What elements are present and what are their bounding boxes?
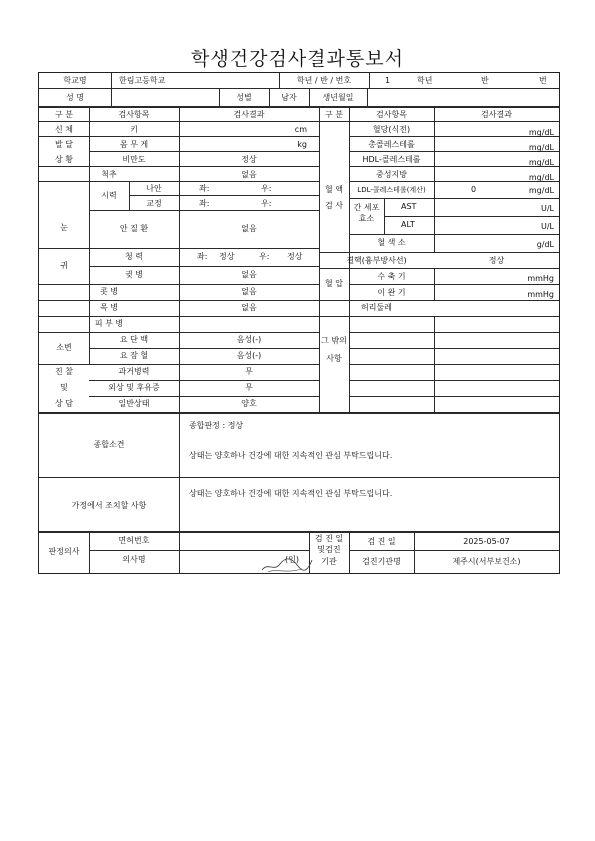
naked-left-label: 좌: — [199, 184, 210, 193]
sex-label: 성별 — [236, 93, 252, 102]
otitis-value: 없음 — [241, 270, 257, 279]
exam-date-value: 2025-05-07 — [463, 537, 510, 546]
corrected-right-label: 우: — [261, 199, 272, 208]
consult-category-2: 및 — [60, 383, 68, 392]
liver-label-1: 간 세포 — [353, 203, 380, 212]
blood-category-1: 혈 액 — [325, 185, 343, 194]
hemoglobin-unit: g/dL — [536, 240, 554, 249]
item-header: 검사항목 — [118, 110, 150, 119]
growth-category-2: 발 달 — [55, 140, 73, 149]
nose-value: 없음 — [241, 287, 257, 296]
obesity-value: 정상 — [241, 155, 257, 164]
cholesterol-unit: mg/dL — [528, 143, 554, 152]
home-action-label: 가정에서 조치할 사항 — [71, 501, 147, 510]
ast-label: AST — [401, 202, 417, 211]
exam-date-label: 검 진 일 — [367, 537, 396, 546]
injury-value: 무 — [245, 383, 253, 392]
name-label: 성 명 — [66, 93, 84, 102]
ast-unit: U/L — [540, 204, 554, 213]
eye-category: 눈 — [60, 223, 68, 232]
document-title: 학생건강검사결과통보서 — [0, 44, 595, 73]
health-report-form — [38, 72, 560, 574]
grade-unit: 학년 — [417, 76, 433, 85]
injury-label: 외상 및 후유증 — [108, 383, 160, 392]
hearing-right-label: 우: — [259, 252, 270, 261]
triglyceride-unit: mg/dL — [528, 173, 554, 182]
height-unit: cm — [294, 125, 307, 134]
other-category-1: 그 밖의 — [321, 336, 347, 345]
category-header: 구 분 — [55, 110, 73, 119]
urine-protein-value: 음성(-) — [236, 335, 262, 344]
throat-label: 목 병 — [100, 303, 118, 312]
grade-class-label: 학년 / 반 / 번호 — [296, 76, 352, 85]
corrected-left-label: 좌: — [199, 199, 210, 208]
eye-disease-value: 없음 — [241, 224, 257, 233]
vision-label: 시력 — [101, 191, 117, 200]
blood-category-2: 검 사 — [325, 201, 343, 210]
general-value: 양호 — [241, 399, 257, 408]
ear-category: 귀 — [60, 261, 68, 270]
weight-unit: kg — [297, 140, 307, 149]
urine-blood-label: 요 잠 혈 — [119, 351, 149, 360]
result-header-right: 검사결과 — [481, 110, 512, 119]
ldl-value: 0 — [471, 185, 477, 194]
general-label: 일반상태 — [118, 399, 150, 408]
other-category-2: 사항 — [326, 354, 342, 363]
systolic-unit: mmHg — [527, 274, 554, 283]
cholesterol-label: 총콜레스테롤 — [368, 140, 415, 149]
exam-label-1: 검 진 일 — [314, 534, 344, 543]
systolic-label: 수 축 기 — [377, 272, 406, 281]
alt-label: ALT — [401, 220, 415, 229]
eye-disease-label: 안 질 환 — [119, 224, 149, 233]
height-label: 키 — [130, 125, 138, 134]
exam-label-2: 및검진 — [317, 545, 341, 554]
hdl-label: HDL-콜레스테롤 — [362, 155, 421, 164]
triglyceride-label: 중성지방 — [376, 170, 407, 179]
category-header-right: 구 분 — [325, 110, 343, 119]
liver-label-2: 효소 — [358, 214, 375, 223]
tb-label: 결핵(흉부방사선) — [346, 256, 407, 265]
obesity-label: 비만도 — [122, 155, 146, 164]
seal-mark: (인) — [285, 555, 299, 564]
birth-label: 생년월일 — [322, 93, 354, 102]
nose-label: 콧 병 — [100, 287, 118, 296]
hdl-unit: mg/dL — [528, 158, 554, 167]
org-value: 제주시(서부보건소) — [452, 557, 521, 566]
consult-category-1: 진 찰 — [55, 367, 73, 376]
school-label: 학교명 — [63, 76, 87, 85]
hearing-label: 청 력 — [125, 252, 143, 261]
number-unit: 번 — [539, 76, 547, 85]
doctor-label: 판정의사 — [48, 547, 80, 556]
org-label: 검진기관명 — [362, 557, 401, 566]
doctor-signature — [258, 548, 314, 576]
diastolic-unit: mmHg — [527, 290, 554, 299]
corrected-vision-label: 교정 — [146, 199, 162, 208]
consult-category-3: 상 담 — [55, 399, 73, 408]
hearing-right-value: 정상 — [287, 252, 303, 261]
alt-unit: U/L — [540, 222, 554, 231]
result-header: 검사결과 — [233, 110, 265, 119]
glucose-unit: mg/dL — [528, 128, 554, 137]
doctor-name-label: 의사명 — [122, 555, 146, 564]
spine-value: 없음 — [241, 170, 257, 179]
history-label: 과거병력 — [118, 367, 150, 376]
glucose-label: 혈당(식전) — [372, 125, 411, 134]
hearing-left-value: 정상 — [219, 252, 235, 261]
history-value: 무 — [245, 367, 253, 376]
skin-label: 피 부 병 — [94, 319, 124, 328]
spine-label: 척추 — [101, 170, 117, 179]
sex-value: 남자 — [281, 93, 297, 102]
license-label: 면허번호 — [118, 536, 150, 545]
ldl-label: LDL-콜레스테롤(계산) — [357, 186, 426, 194]
summary-comment: 상태는 양호하나 건강에 대한 지속적인 관심 부탁드립니다. — [189, 451, 393, 460]
weight-label: 몸 무 게 — [119, 140, 149, 149]
growth-category-1: 신 체 — [55, 125, 73, 134]
naked-vision-label: 나안 — [146, 184, 162, 193]
item-header-right: 검사항목 — [376, 110, 407, 119]
urine-blood-value: 음성(-) — [236, 351, 262, 360]
exam-label-3: 기관 — [321, 557, 337, 566]
diastolic-label: 이 완 기 — [377, 288, 406, 297]
home-action-text: 상태는 양호하나 건강에 대한 지속적인 관심 부탁드립니다. — [189, 489, 393, 498]
grade-value: 1 — [385, 76, 391, 85]
hearing-left-label: 좌: — [197, 252, 208, 261]
school-value: 한림고등학교 — [119, 76, 166, 85]
ldl-unit: mg/dL — [528, 186, 554, 195]
urine-protein-label: 요 단 백 — [119, 335, 149, 344]
throat-value: 없음 — [241, 303, 257, 312]
class-unit: 반 — [481, 76, 489, 85]
growth-category-3: 상 황 — [55, 155, 73, 164]
otitis-label: 귓 병 — [125, 270, 143, 279]
summary-judgement: 종합판정 : 정상 — [189, 421, 244, 430]
bp-category: 혈 압 — [325, 279, 343, 288]
urine-category: 소변 — [56, 343, 72, 352]
waist-label: 허리둘레 — [361, 303, 392, 312]
summary-label: 종합소견 — [93, 440, 125, 449]
tb-value: 정상 — [488, 256, 505, 265]
hemoglobin-label: 혈 색 소 — [377, 238, 406, 247]
naked-right-label: 우: — [261, 184, 272, 193]
